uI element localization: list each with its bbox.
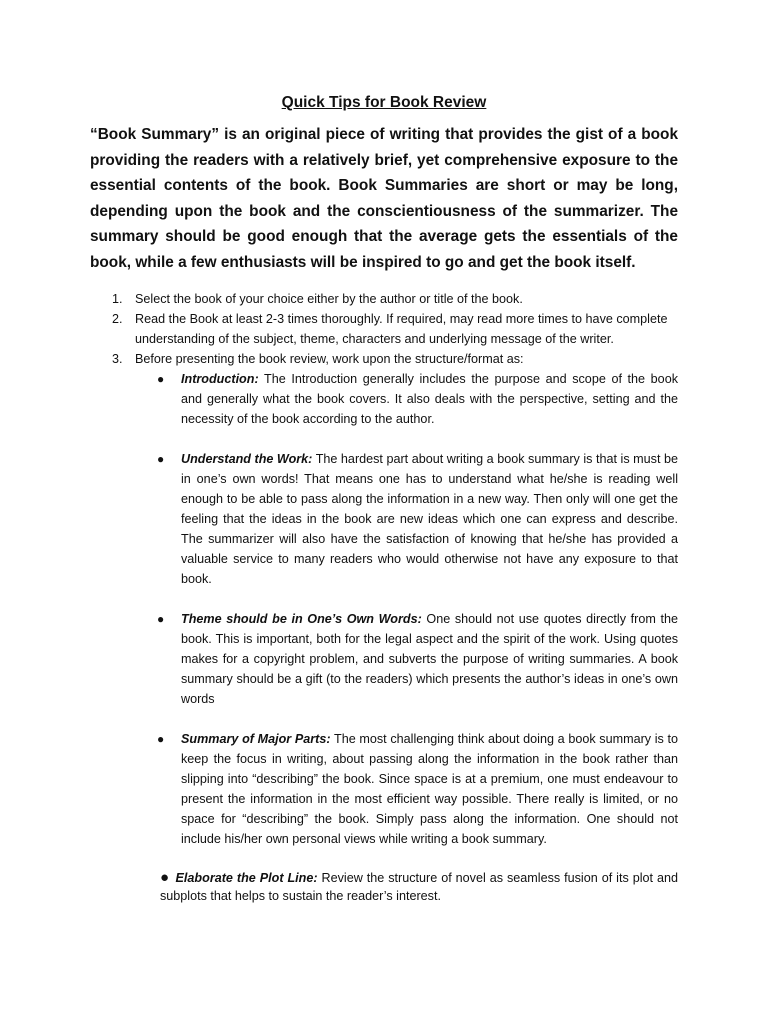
bullet-text: One should not use quotes directly from the book. This is important, both for the legal aspect and the spirit of the work. Using quotes makes for a copyright problem, and subverts the purpose of writing summaries. A book summary should be a gift (to the readers) which presents the author’s ideas in one’s own words: [181, 612, 678, 706]
bullet-item: [135, 369, 678, 429]
bullet-icon: ●: [160, 869, 170, 886]
bullet-item: [135, 609, 678, 709]
bullet-lead: Summary of Major Parts:: [181, 732, 331, 746]
list-number: 2.: [112, 312, 123, 326]
list-item-text: Read the Book at least 2-3 times thoroughly. If required, may read more times to have complete understanding of the subject, theme, characters and underlying message of the writer.: [135, 312, 668, 346]
list-item: [90, 289, 678, 309]
bullet-icon: ●: [157, 732, 165, 746]
steps-list: [90, 289, 678, 849]
list-item: [90, 349, 678, 849]
list-number: 3.: [112, 352, 123, 366]
bullet-icon: ●: [157, 612, 165, 626]
list-item: [90, 309, 678, 349]
list-number: 1.: [112, 292, 123, 306]
intro-paragraph: “Book Summary” is an original piece of writing that provides the gist of a book providing the readers with a relatively brief, yet comprehensive exposure to the essential contents of the book. Book Summaries are short or may be long, depending upon the book and the conscientiousness of the summarizer. The summary should be good enough that the average gets the essentials of the book, while a few enthusiasts will be inspired to go and get the book itself.: [90, 126, 678, 271]
bullet-lead: Understand the Work:: [181, 452, 313, 466]
bullet-text: Review the structure of novel as seamless fusion of its plot and subplots that helps to sustain the reader’s interest.: [160, 871, 678, 903]
bullet-lead: Introduction:: [181, 372, 259, 386]
list-item-text: Before presenting the book review, work upon the structure/format as:: [135, 352, 524, 366]
bullet-item: [135, 729, 678, 849]
list-item-text: Select the book of your choice either by the author or title of the book.: [135, 292, 523, 306]
plot-line-bullet: [160, 869, 678, 905]
bullet-icon: ●: [157, 372, 165, 386]
structure-bullets: [135, 369, 678, 849]
bullet-text: The hardest part about writing a book summary is that is must be in one’s own words! That means one has to understand what he/she is reading well enough to be able to pass along the information in a new way. Then only will one get the feeling that the ideas in the book are new ideas which one can express and describe. The summarizer will also have the satisfaction of knowing that he/she has provided a valuable service to many readers who would otherwise not have any exposure to that book.: [181, 452, 678, 586]
bullet-icon: ●: [157, 452, 165, 466]
bullet-lead: Theme should be in One’s Own Words:: [181, 612, 422, 626]
bullet-item: [135, 449, 678, 589]
bullet-text: The Introduction generally includes the purpose and scope of the book and generally what the book covers. It also deals with the perspective, setting and the necessity of the book according to the author.: [181, 372, 678, 426]
page-title: Quick Tips for Book Review: [281, 94, 487, 111]
bullet-text: The most challenging think about doing a book summary is to keep the focus in writing, about passing along the information in the book rather than slipping into “describing” the book. Since space is at a premium, one must endeavour to present the information in the most efficient way possible. There really is limited, or no space for “describing” the book. Simply pass along the information. One should not include his/her own personal views while writing a book summary.: [181, 732, 678, 846]
bullet-lead: Elaborate the Plot Line:: [175, 871, 318, 885]
